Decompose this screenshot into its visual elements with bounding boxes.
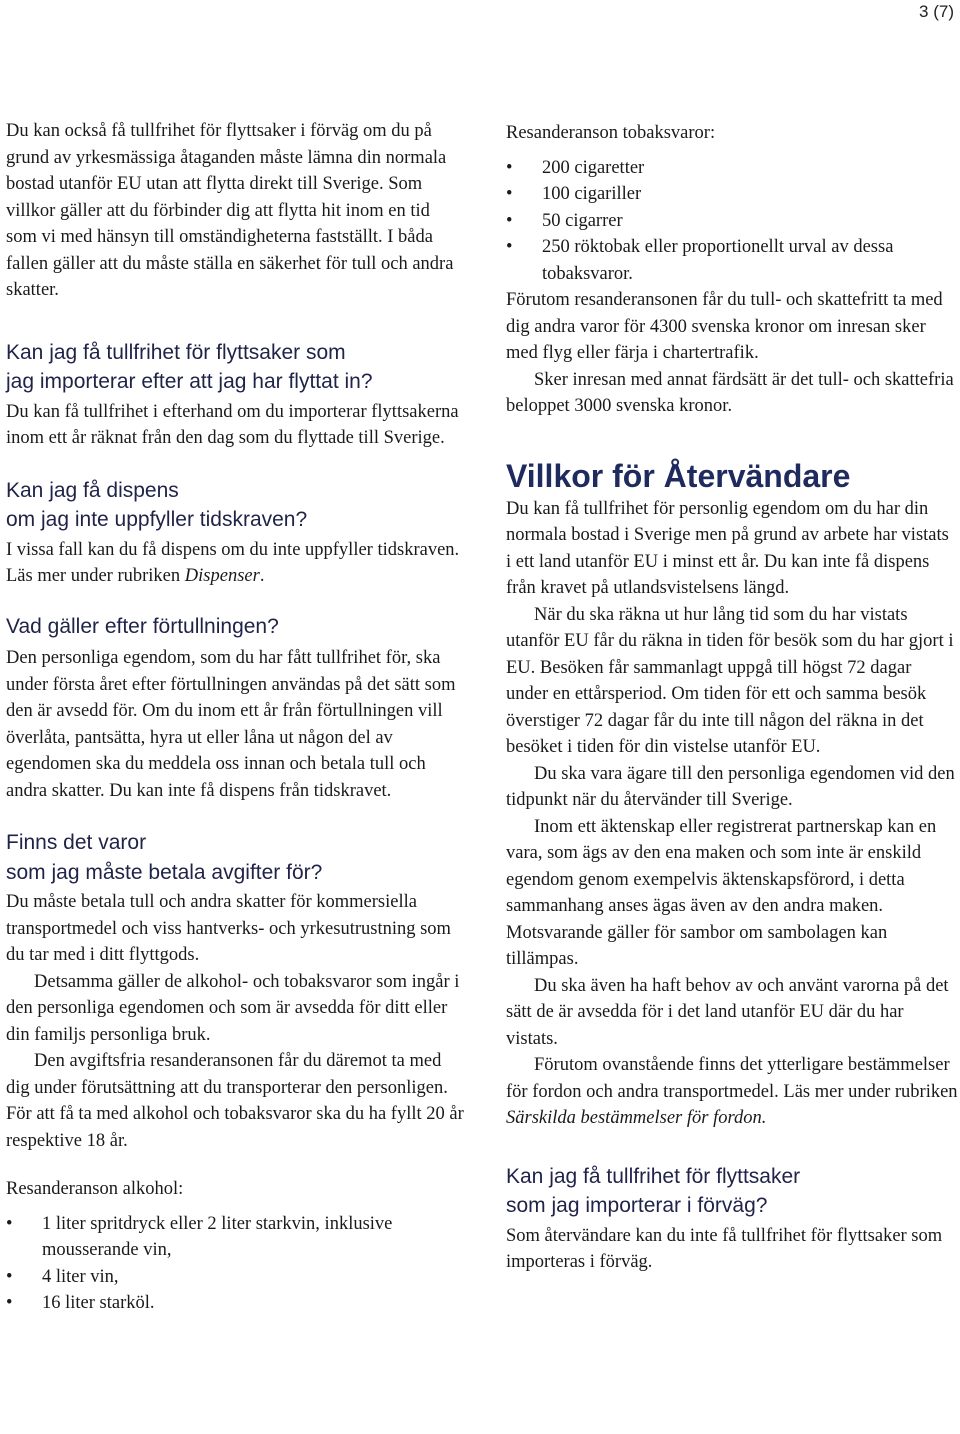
heading-dispens-line2: om jag inte uppfyller tidskraven? <box>6 508 308 531</box>
right-column <box>506 120 958 1276</box>
heading-dispens-line1: Kan jag få dispens <box>6 478 179 502</box>
heading-advance-line2: som jag importerar i förväg? <box>506 1194 768 1217</box>
heading-after-clearance: Vad gäller efter förtullningen? <box>6 614 279 638</box>
dispens-text: I vissa fall kan du få dispens om du inte uppfyller tidskraven. Läs mer under rubriken <box>6 539 460 586</box>
list-item: • 250 röktobak eller proportionellt urval av dessa tobaksvaror. <box>506 234 958 287</box>
dispens-end: . <box>259 566 265 586</box>
alcohol-label: Resanderanson alkohol: <box>6 1179 184 1199</box>
heading-after-move-line1: Kan jag få tullfrihet för flyttsaker som <box>6 340 346 364</box>
heading-dispens <box>6 476 464 535</box>
heading-advance-line1: Kan jag få tullfrihet för flyttsaker <box>506 1164 801 1188</box>
list-item: • 100 cigariller <box>506 181 958 208</box>
returnees-paragraph-2: När du ska räkna ut hur lång tid som du har vistats utanför EU får du räkna in tiden för besök som du har gjort i EU. Besöken får sammanlagt uppgå till högst 72 dagar under en ettårsperiod. Om tiden för ett och samma besök överstiger 72 dagar får du inte till någon del räkna in det besöket i tiden för din vistelse utanför EU. <box>506 604 954 757</box>
list-item: • 50 cigarrer <box>506 208 958 235</box>
dispens-link-text: Dispenser <box>184 566 260 586</box>
heading-advance-import <box>506 1162 958 1221</box>
advance-import-paragraph: Som återvändare kan du inte få tullfrihet för flyttsaker som importeras i förväg. <box>506 1225 943 1272</box>
dispens-paragraph <box>6 537 464 590</box>
tobacco-list <box>506 155 958 288</box>
left-column <box>6 118 464 1317</box>
after-clearance-paragraph: Den personliga egendom, som du har fått tullfrihet för, ska under första året efter förtullningen användas på det sätt som den är avsedd för. Om du inom ett år från förtullningen vill överlåta, pantsätta, hyra ut eller låna ut någon del av egendomen ska du meddela oss innan och betala tull och andra skatter. Du kan inte få dispens från tidskravet. <box>6 648 456 801</box>
page-number: 3 (7) <box>919 2 954 21</box>
alcohol-list <box>6 1211 464 1317</box>
allowance-paragraph-1: Förutom resanderansonen får du tull- och skattefritt ta med dig andra varor för 4300 svenska kronor om inresan sker med flyg eller färja i chartertrafik. <box>506 290 943 363</box>
returnees-paragraph-1: Du kan få tullfrihet för personlig egendom om du har din normala bostad i Sverige men på grund av arbete har vistats i ett land utanför EU i minst ett år. Du kan inte få dispens från kravet på utlandsvistelsens längd. <box>506 498 949 598</box>
heading-after-move-line2: jag importerar efter att jag har flyttat in? <box>6 370 373 393</box>
fees-paragraph-1: Du måste betala tull och andra skatter för kommersiella transportmedel och viss hantverks- och yrkesutrustning som du tar med i ditt flyttgods. <box>6 892 451 965</box>
heading-fees-line2: som jag måste betala avgifter för? <box>6 860 323 884</box>
vehicle-rules-link-text: Särskilda bestämmelser för fordon. <box>506 1108 767 1128</box>
list-item: • 1 liter spritdryck eller 2 liter starkvin, inklusive mousserande vin, <box>6 1211 464 1264</box>
allowance-paragraph-2: Sker inresan med annat färdsätt är det tull- och skattefria beloppet 3000 svenska kronor. <box>506 369 954 416</box>
returnees-p6-text: Förutom ovanstående finns det ytterligare bestämmelser för fordon och andra transportmedel. Läs mer under rubriken <box>506 1055 958 1102</box>
list-item: • 4 liter vin, <box>6 1264 464 1291</box>
fees-paragraph-3: Den avgiftsfria resanderansonen får du däremot ta med dig under förutsättning att du transporterar den personligen. För att få ta med alkohol och tobaksvaror ska du ha fyllt 20 år respektive 18 år. <box>6 1051 464 1151</box>
heading-fees-line1: Finns det varor <box>6 831 147 854</box>
after-move-paragraph: Du kan få tullfrihet i efterhand om du importerar flyttsakerna inom ett år räknat från den dag som du flyttade till Sverige. <box>6 401 459 448</box>
returnees-paragraph-5: Du ska även ha haft behov av och använt varorna på det sätt de är avsedda för i det land utanför EU där du har vistats. <box>506 975 949 1049</box>
heading-after-move <box>6 338 464 397</box>
intro-paragraph: Du kan också få tullfrihet för flyttsaker i förväg om du på grund av yrkesmässiga åtaganden måste lämna din normala bostad utanför EU utan att flytta direkt till Sverige. Som villkor gäller att du förbinder dig att flytta hit inom en tid som vi med hänsyn till omständigheterna fastställt. I båda fallen gäller att du måste ställa en säkerhet för tull och andra skatter. <box>6 121 454 300</box>
list-item: • 16 liter starköl. <box>6 1290 464 1317</box>
list-item: • 200 cigaretter <box>506 155 958 182</box>
returnees-paragraph-4: Inom ett äktenskap eller registrerat partnerskap kan en vara, som ägs av den ena maken och som inte är enskild egendom genom exempelvis äktenskapsförord, i detta sammanhang anses ägas även av den andra maken. Motsvarande gäller för sambor om sambolagen kan tillämpas. <box>506 816 937 969</box>
tobacco-label: Resanderanson tobaksvaror: <box>506 123 716 143</box>
heading-returnees: Villkor för Återvändare <box>506 457 851 494</box>
returnees-paragraph-3: Du ska vara ägare till den personliga egendomen vid den tidpunkt när du återvänder till Sverige. <box>506 763 955 810</box>
heading-fees <box>6 828 464 887</box>
fees-paragraph-2: Detsamma gäller de alkohol- och tobaksvaror som ingår i den personliga egendomen och som är avsedda för ditt eller din familjs personliga bruk. <box>6 971 460 1045</box>
returnees-paragraph-6 <box>506 1052 958 1132</box>
